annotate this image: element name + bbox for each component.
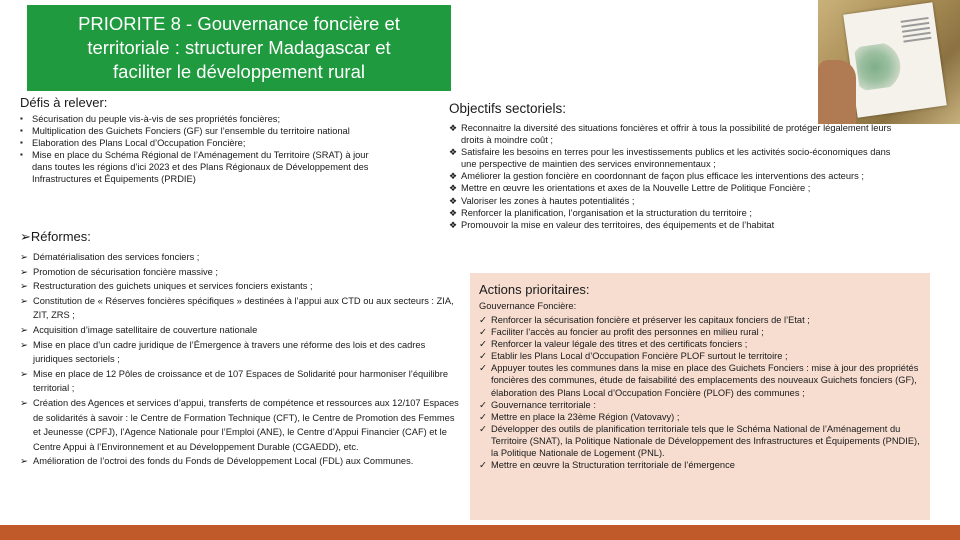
list-item: ▪ Multiplication des Guichets Fonciers (GF) sur l’ensemble du territoire national (20, 126, 350, 137)
list-item: ➢ Mise en place d’un cadre juridique de l’Émergence à travers une réforme des lois et des cadres juridiques sectoriels ; (20, 339, 426, 365)
list-item: ➢ Amélioration de l’octroi des fonds du Fonds de Développement Local (FDL) aux Communes. (20, 456, 414, 467)
list-item: ▪ Sécurisation du peuple vis-à-vis de ses propriétés foncières; (20, 114, 281, 124)
list-item: ▪ Elaboration des Plans Local d’Occupation Foncière; (20, 138, 246, 149)
objectifs-list (449, 122, 904, 231)
document-photo (818, 0, 960, 124)
title-line-2: territoriale : structurer Madagascar et (87, 37, 391, 58)
document-sheet (843, 2, 947, 118)
list-item: ➢ Mise en place de 12 Pôles de croissance et de 107 Espaces de Solidarité pour harmoniser l’équilibre territorial ; (20, 368, 448, 394)
list-item: ❖ Améliorer la gestion foncière en coordonnant de façon plus efficace les interventions des acteurs ; (449, 171, 864, 182)
list-item: ❖ Reconnaitre la diversité des situations foncières et offrir à tous la possibilité de protéger légalement leurs droits à moindre coût ; (449, 123, 892, 146)
bottom-bar (0, 525, 960, 540)
list-item: ➢ Constitution de « Réserves foncières spécifiques » destinées à l’appui aux CTD ou aux secteurs : ZIA, ZIT, ZRS ; (20, 295, 454, 321)
defis-list (20, 113, 390, 186)
actions-subheading: Gouvernance Foncière: (479, 301, 577, 311)
objectifs-heading: Objectifs sectoriels: (449, 101, 567, 116)
list-item: ❖ Promouvoir la mise en valeur des territoires, des équipements et de l’habitat (449, 219, 775, 230)
reformes-heading: ➢Réformes: (20, 229, 91, 244)
list-item: ▪ Mise en place du Schéma Régional de l’Aménagement du Territoire (SRAT) à jour dans toutes les régions d’ici 2023 et des Plans Régionaux de Développement des Infrastructures et Équipements (PRDIE) (20, 150, 369, 185)
list-item: ➢ Création des Agences et services d’appui, transferts de compétence et ressources aux 12/107 Espaces de solidarités à savoir : le Centre de Formation Technique (CFT), le Centre de Promotion des Femmes et Jeunesse (CPFJ), l’Agence Nationale pour l’Emploi (ANE), le Centre d’Appui Financier (CAF) et le Centre Appui à l’Environnement et au Développement Durable (CGAEDD), etc. (20, 397, 459, 452)
list-item: ✓ Gouvernance territoriale : (479, 399, 596, 410)
list-item: ➢ Promotion de sécurisation foncière massive ; (20, 266, 218, 277)
list-item: ❖ Valoriser les zones à hautes potentialités ; (449, 195, 635, 206)
title-line-1: PRIORITE 8 - Gouvernance foncière et (78, 13, 400, 34)
list-item: ✓ Mettre en place la 23ème Région (Vatovavy) ; (479, 411, 680, 422)
list-item: ✓ Mettre en œuvre la Structuration territoriale de l’émergence (479, 460, 735, 471)
hand-illustration (818, 60, 856, 124)
text-lines (901, 17, 932, 46)
list-item: ❖ Renforcer la planification, l’organisation et la structuration du territoire ; (449, 207, 752, 218)
reformes-list (20, 250, 460, 469)
list-item: ➢ Restructuration des guichets uniques et services fonciers existants ; (20, 281, 313, 292)
list-item: ✓ Renforcer la sécurisation foncière et préserver les capitaux fonciers de l’Etat ; (479, 315, 810, 325)
title-box (27, 5, 451, 91)
list-item: ❖ Satisfaire les besoins en terres pour les investissements publics et les activités socio-économiques dans une perspective de maintien des services environnementaux ; (449, 147, 891, 170)
list-item: ✓ Renforcer la valeur légale des titres et des certificats fonciers ; (479, 339, 748, 350)
list-item: ✓ Développer des outils de planification territoriale tels que le Schéma National de l’Aménagement du Territoire (SNAT), la Politique Nationale de Développement des Infrastructures et Équipements (PNDIE), la Politique Nationale de Logement (PNL). (479, 423, 920, 459)
actions-heading: Actions prioritaires: (479, 282, 590, 297)
actions-list (479, 314, 924, 471)
defis-heading: Défis à relever: (20, 95, 108, 110)
list-item: ✓ Faciliter l’accès au foncier au profit des personnes en milieu rural ; (479, 327, 764, 338)
list-item: ✓ Appuyer toutes les communes dans la mise en place des Guichets Fonciers : mise à jour des propriétés foncières des communes, étude de faisabilité des emplacements des nouveaux Guichets fonciers (GF), élaboration des Plans Local d’Occupation Foncière (PLOF) des communes ; (479, 363, 919, 398)
map-illustration (854, 41, 906, 91)
title-line-3: faciliter le développement rural (113, 61, 365, 82)
list-item: ✓ Etablir les Plans Local d’Occupation Foncière PLOF surtout le territoire ; (479, 351, 788, 362)
list-item: ➢ Dématérialisation des services fonciers ; (20, 252, 200, 262)
list-item: ➢ Acquisition d’image satellitaire de couverture nationale (20, 324, 258, 335)
list-item: ❖ Mettre en œuvre les orientations et axes de la Nouvelle Lettre de Politique Foncière ; (449, 183, 811, 194)
